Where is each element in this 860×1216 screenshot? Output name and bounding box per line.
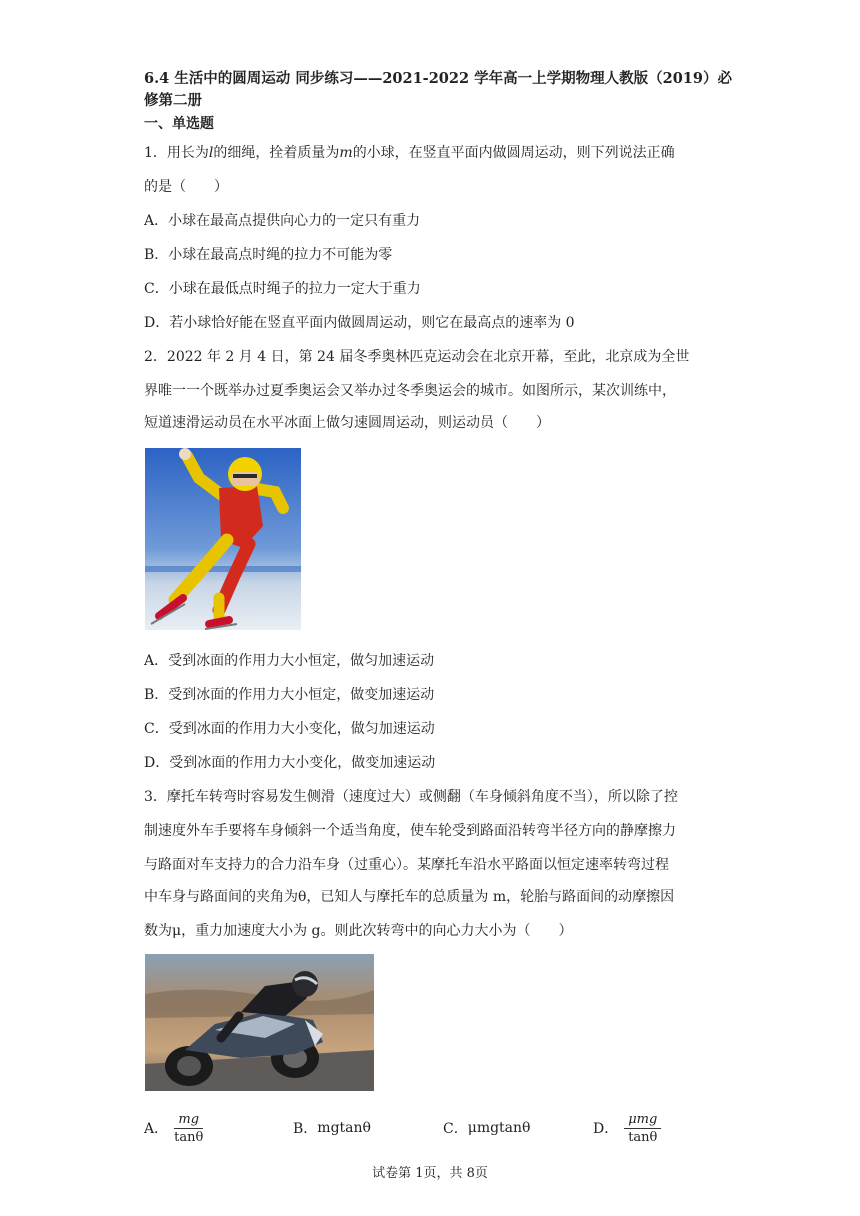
q2-stem-line-3: 短道速滑运动员在水平冰面上做匀速圆周运动，则运动员（ ） bbox=[144, 415, 550, 431]
q3-stem-line-5: 数为μ，重力加速度大小为 g。则此次转弯中的向心力大小为（ ） bbox=[144, 923, 573, 939]
q3-option-d-fraction bbox=[624, 1112, 661, 1145]
q2-option-b: B．受到冰面的作用力大小恒定，做变加速运动 bbox=[144, 687, 435, 703]
section-heading: 一、单选题 bbox=[144, 116, 214, 132]
q3-option-d-numerator: μmg bbox=[624, 1112, 661, 1129]
q2-stem-line-1: 2．2022 年 2 月 4 日，第 24 届冬季奥林匹克运动会在北京开幕，至此，北京成为全世 bbox=[144, 349, 690, 365]
q3-option-d-denominator: tanθ bbox=[628, 1129, 658, 1145]
q1-stem-line-1 bbox=[144, 142, 675, 162]
q1-var-l: l bbox=[208, 145, 214, 161]
q2-option-d: D．受到冰面的作用力大小变化，做变加速运动 bbox=[144, 755, 436, 771]
motorcycle-photo bbox=[145, 954, 374, 1091]
q3-option-c bbox=[443, 1108, 530, 1148]
q3-option-c-label: C． bbox=[443, 1121, 468, 1137]
q3-stem-line-3: 与路面对车支持力的合力沿车身（过重心）。某摩托车沿水平路面以恒定速率转弯过程 bbox=[144, 857, 669, 873]
title-line-1: 6.4 生活中的圆周运动 同步练习——2021-2022 学年高一上学期物理人教版（2019）必 bbox=[144, 70, 732, 87]
speed-skater-illustration bbox=[145, 448, 301, 630]
q1-option-a: A．小球在最高点提供向心力的一定只有重力 bbox=[144, 213, 421, 229]
q3-option-d bbox=[593, 1108, 661, 1148]
q3-option-c-expr: μmgtanθ bbox=[467, 1120, 531, 1136]
q1-option-c: C．小球在最低点时绳子的拉力一定大于重力 bbox=[144, 281, 421, 297]
q2-option-a: A．受到冰面的作用力大小恒定，做匀加速运动 bbox=[144, 653, 435, 669]
q2-option-c: C．受到冰面的作用力大小变化，做匀加速运动 bbox=[144, 721, 435, 737]
q1-option-b: B．小球在最高点时绳的拉力不可能为零 bbox=[144, 247, 393, 263]
q1-stem-post: 的小球，在竖直平面内做圆周运动，则下列说法正确 bbox=[352, 145, 675, 161]
title-line-2: 修第二册 bbox=[144, 92, 202, 109]
q3-option-d-label: D． bbox=[593, 1121, 619, 1137]
q1-stem-line-2: 的是（ ） bbox=[144, 179, 228, 195]
q3-stem-line-4: 中车身与路面间的夹角为θ，已知人与摩托车的总质量为 m，轮胎与路面间的动摩擦因 bbox=[144, 889, 675, 905]
speed-skater-photo bbox=[145, 448, 301, 630]
q3-option-a-fraction bbox=[174, 1112, 203, 1145]
q3-option-b bbox=[293, 1108, 371, 1148]
q2-stem-line-2: 界唯一一个既举办过夏季奥运会又举办过冬季奥运会的城市。如图所示，某次训练中， bbox=[144, 383, 676, 399]
q1-option-d: D．若小球恰好能在竖直平面内做圆周运动，则它在最高点的速率为 0 bbox=[144, 315, 575, 331]
document-title bbox=[144, 68, 732, 112]
q3-option-a-numerator: mg bbox=[174, 1112, 203, 1129]
q3-option-b-label: B． bbox=[293, 1121, 318, 1137]
q3-option-b-expr: mgtanθ bbox=[317, 1120, 371, 1136]
q3-stem-line-2: 制速度外车手要将车身倾斜一个适当角度，使车轮受到路面沿转弯半径方向的静摩擦力 bbox=[144, 823, 676, 839]
q1-stem-mid: 的细绳，拴着质量为 bbox=[213, 145, 340, 161]
q3-option-a-label: A． bbox=[144, 1121, 169, 1137]
motorcycle-illustration bbox=[145, 954, 374, 1091]
q3-option-a bbox=[144, 1108, 203, 1148]
page-footer: 试卷第 1页，共 8页 bbox=[372, 1166, 488, 1181]
q1-stem-pre: 1．用长为 bbox=[144, 145, 209, 161]
q3-stem-line-1: 3．摩托车转弯时容易发生侧滑（速度过大）或侧翻（车身倾斜角度不当），所以除了控 bbox=[144, 789, 678, 805]
q1-var-m: m bbox=[339, 145, 353, 161]
q3-options-row bbox=[144, 1108, 704, 1148]
q3-option-a-denominator: tanθ bbox=[174, 1129, 204, 1145]
